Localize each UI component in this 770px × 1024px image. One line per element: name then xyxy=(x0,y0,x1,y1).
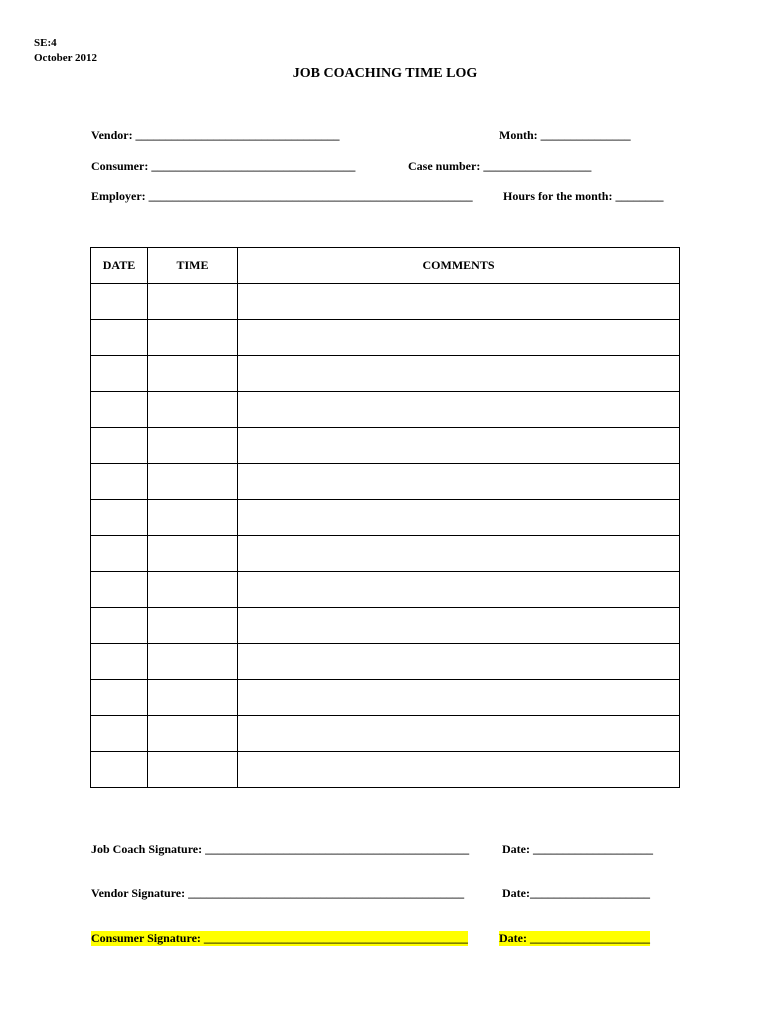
table-row xyxy=(91,752,680,788)
time-cell[interactable] xyxy=(148,680,238,716)
date-cell[interactable] xyxy=(91,428,148,464)
date-cell[interactable] xyxy=(91,536,148,572)
time-cell[interactable] xyxy=(148,464,238,500)
table-row xyxy=(91,428,680,464)
time-cell[interactable] xyxy=(148,608,238,644)
time-log-table xyxy=(90,247,680,788)
consumer-field[interactable]: Consumer: __________________________________ xyxy=(91,159,356,173)
date-cell[interactable] xyxy=(91,644,148,680)
comments-cell[interactable] xyxy=(238,392,680,428)
comments-cell[interactable] xyxy=(238,356,680,392)
hours-field[interactable]: Hours for the month: ________ xyxy=(503,189,664,203)
column-header-comments: COMMENTS xyxy=(238,248,680,284)
form-date: October 2012 xyxy=(34,52,98,64)
vendor-signature-field[interactable]: Vendor Signature: ______________________________________________ xyxy=(91,886,465,900)
time-cell[interactable] xyxy=(148,392,238,428)
table-row xyxy=(91,392,680,428)
table-row xyxy=(91,716,680,752)
comments-cell[interactable] xyxy=(238,284,680,320)
job-coach-signature-field[interactable]: Job Coach Signature: ____________________________________________ xyxy=(91,842,470,856)
table-row xyxy=(91,320,680,356)
time-cell[interactable] xyxy=(148,284,238,320)
date-cell[interactable] xyxy=(91,320,148,356)
date-cell[interactable] xyxy=(91,716,148,752)
date-cell[interactable] xyxy=(91,284,148,320)
page-title: JOB COACHING TIME LOG xyxy=(292,66,478,81)
comments-cell[interactable] xyxy=(238,500,680,536)
job-coach-date-field[interactable]: Date: ____________________ xyxy=(502,842,653,856)
table-body xyxy=(91,284,680,788)
time-cell[interactable] xyxy=(148,644,238,680)
table-row xyxy=(91,608,680,644)
vendor-field[interactable]: Vendor: __________________________________ xyxy=(91,128,340,142)
date-cell[interactable] xyxy=(91,608,148,644)
table-row xyxy=(91,284,680,320)
consumer-date-field[interactable]: Date: ____________________ xyxy=(499,931,650,945)
time-cell[interactable] xyxy=(148,716,238,752)
time-cell[interactable] xyxy=(148,572,238,608)
date-cell[interactable] xyxy=(91,752,148,788)
month-field[interactable]: Month: _______________ xyxy=(499,128,631,142)
column-header-date: DATE xyxy=(91,248,148,284)
comments-cell[interactable] xyxy=(238,752,680,788)
case-number-field[interactable]: Case number: __________________ xyxy=(408,159,592,173)
table-header-row xyxy=(91,248,680,284)
consumer-signature-field[interactable]: Consumer Signature: ____________________________________________ xyxy=(91,931,468,945)
time-cell[interactable] xyxy=(148,536,238,572)
date-cell[interactable] xyxy=(91,572,148,608)
time-cell[interactable] xyxy=(148,320,238,356)
time-cell[interactable] xyxy=(148,428,238,464)
comments-cell[interactable] xyxy=(238,716,680,752)
form-code: SE:4 xyxy=(34,37,57,49)
date-cell[interactable] xyxy=(91,500,148,536)
time-cell[interactable] xyxy=(148,500,238,536)
date-cell[interactable] xyxy=(91,356,148,392)
vendor-date-field[interactable]: Date:____________________ xyxy=(502,886,650,900)
table-row xyxy=(91,464,680,500)
comments-cell[interactable] xyxy=(238,320,680,356)
employer-field[interactable]: Employer: ______________________________________________________ xyxy=(91,189,473,203)
comments-cell[interactable] xyxy=(238,464,680,500)
comments-cell[interactable] xyxy=(238,608,680,644)
comments-cell[interactable] xyxy=(238,572,680,608)
comments-cell[interactable] xyxy=(238,536,680,572)
table-row xyxy=(91,356,680,392)
time-cell[interactable] xyxy=(148,356,238,392)
date-cell[interactable] xyxy=(91,680,148,716)
comments-cell[interactable] xyxy=(238,644,680,680)
comments-cell[interactable] xyxy=(238,680,680,716)
table-row xyxy=(91,536,680,572)
column-header-time: TIME xyxy=(148,248,238,284)
table-row xyxy=(91,644,680,680)
table-row xyxy=(91,500,680,536)
time-cell[interactable] xyxy=(148,752,238,788)
table-row xyxy=(91,572,680,608)
date-cell[interactable] xyxy=(91,392,148,428)
date-cell[interactable] xyxy=(91,464,148,500)
comments-cell[interactable] xyxy=(238,428,680,464)
table-row xyxy=(91,680,680,716)
